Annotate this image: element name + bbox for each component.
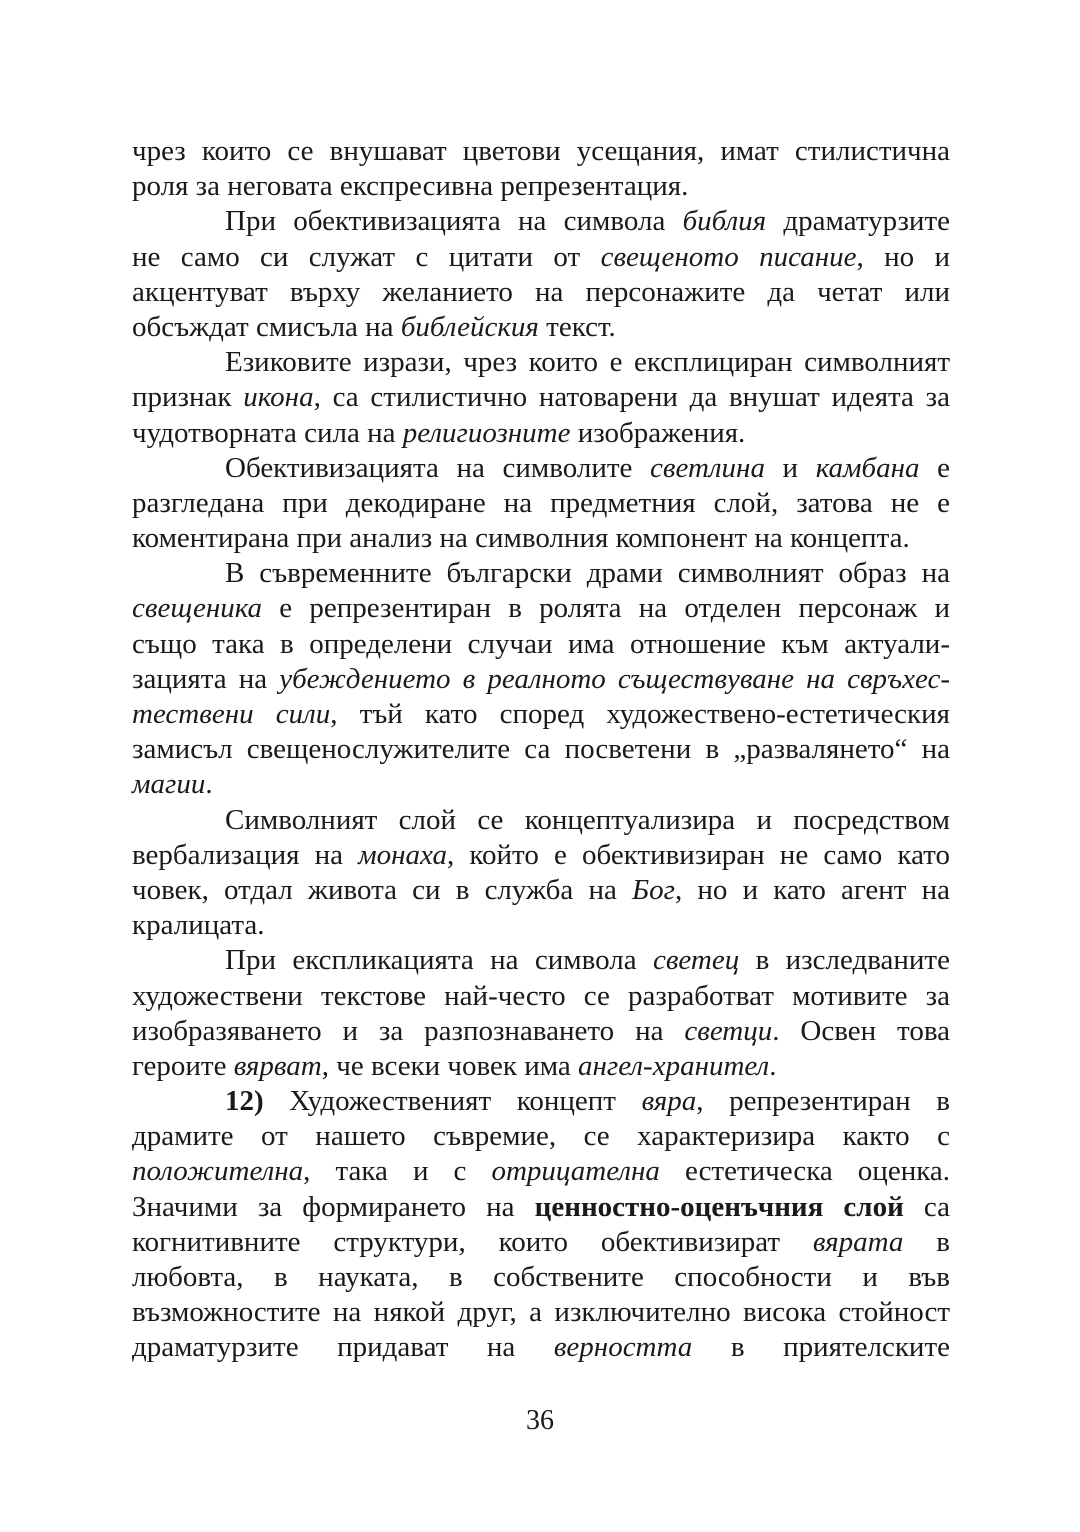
text-span: В съвременните български драми символният образ на <box>225 557 950 590</box>
text-span: Бог <box>632 873 675 906</box>
text-span: . Освен това <box>772 1014 951 1047</box>
text-span: , но и като агент на <box>674 873 950 906</box>
text-span: 12) <box>225 1085 264 1118</box>
text-line <box>132 627 950 662</box>
text-span: При обективизацията на символа <box>225 205 683 238</box>
text-span: . <box>769 1049 777 1082</box>
text-line <box>132 732 950 767</box>
text-line <box>132 380 950 415</box>
text-span: вяра <box>641 1085 697 1118</box>
text-span: тествени сили <box>132 698 331 730</box>
text-span: художествени текстове най-често се разработват мотивите за <box>132 979 950 1012</box>
text-line <box>132 1049 950 1084</box>
text-span: роля за неговата експресивна репрезентация. <box>132 170 689 203</box>
text-line <box>132 556 950 591</box>
text-span: възможностите на някой друг, а изключително висока стойност <box>132 1296 950 1329</box>
text-span: отрицателна <box>491 1155 660 1188</box>
text-line <box>132 1330 950 1365</box>
text-span: драмите от нашето съвремие, се характеризира както с <box>132 1120 950 1153</box>
text-line <box>132 416 950 451</box>
text-line <box>132 1260 950 1295</box>
text-line <box>132 943 950 978</box>
text-span: , че всеки човек има <box>321 1049 579 1082</box>
text-span: замисъл свещенослужителите са посветени в „развалянето“ на <box>132 733 950 766</box>
text-line <box>132 521 950 556</box>
text-span: любовта, в науката, в собствените способности и във <box>132 1261 950 1293</box>
text-line <box>132 240 950 275</box>
text-span: При експликацията на символа <box>225 944 653 977</box>
text-line <box>132 1154 950 1189</box>
text-line <box>132 908 950 943</box>
text-span: верността <box>553 1331 693 1364</box>
text-span: , са стилистично натоварени да внушат идеята за <box>313 381 950 414</box>
text-span: икона <box>243 381 314 414</box>
text-span: , така и с <box>303 1155 492 1188</box>
text-span: коментирана при анализ на символния компонент на концепта. <box>132 522 910 555</box>
text-line <box>132 134 950 169</box>
text-line <box>132 873 950 908</box>
text-line <box>132 1119 950 1154</box>
text-line <box>132 1225 950 1260</box>
text-span: изобразяването и за разпознаването на <box>132 1014 685 1047</box>
text-span: светци <box>684 1014 773 1047</box>
text-span: и <box>764 451 816 484</box>
text-span: магии <box>132 768 206 801</box>
text-line <box>132 169 950 204</box>
text-line <box>132 697 950 732</box>
text-span: героите <box>132 1049 234 1082</box>
text-line <box>132 1190 950 1225</box>
text-span: текст. <box>538 310 616 343</box>
text-span: Значими за формирането на <box>132 1190 535 1223</box>
text-span: монаха <box>358 838 448 871</box>
text-span: обсъждат смисъла на <box>132 310 401 343</box>
text-span: в изследваните <box>739 944 950 977</box>
text-span: драматурзите придават на <box>132 1331 554 1364</box>
text-span: положителна <box>132 1155 304 1188</box>
text-span: кралицата. <box>132 909 265 942</box>
text-span: , който е обективизиран не само като <box>447 838 950 871</box>
text-span: чудотворната сила на <box>132 416 403 449</box>
text-span: драматурзите <box>766 205 950 238</box>
text-span: разгледана при декодиране на предметния слой, затова не е <box>132 486 950 519</box>
text-span: свещеното писание <box>600 240 857 273</box>
text-line <box>132 803 950 838</box>
text-span: вербализация на <box>132 838 359 871</box>
text-span: човек, отдал живота си в служба на <box>132 873 633 906</box>
text-span: , но и <box>856 240 950 273</box>
text-span: изображения. <box>570 416 746 449</box>
text-line <box>132 838 950 873</box>
text-span: свещеника <box>132 592 263 625</box>
text-line <box>132 310 950 345</box>
text-span: е <box>919 451 950 484</box>
text-span: Езиковите изрази, чрез които е експлициран символният <box>225 346 950 379</box>
text-span: са <box>903 1190 950 1223</box>
text-span: камбана <box>815 451 920 484</box>
text-span: , репрезентиран в <box>696 1085 950 1118</box>
text-line <box>132 591 950 626</box>
text-span: вярват <box>233 1049 322 1082</box>
text-span: ангел-хранител <box>578 1049 770 1082</box>
text-line <box>132 979 950 1014</box>
text-span: . <box>205 768 213 801</box>
text-span: вярата <box>812 1225 904 1258</box>
text-line <box>132 204 950 239</box>
text-line <box>132 275 950 310</box>
text-span: библия <box>682 205 767 238</box>
text-span: в приятелските <box>692 1331 950 1364</box>
text-span: религиозните <box>402 416 571 449</box>
text-span: светлина <box>650 451 765 484</box>
text-span: също така в определени случаи има отношение към актуали- <box>132 627 950 660</box>
text-span: е репрезентиран в ролята на отделен персонаж и <box>262 592 950 625</box>
text-span: естетическа оценка. <box>659 1155 950 1188</box>
text-span: акцентуват върху желанието на персонажите да четат или <box>132 275 950 308</box>
text-line <box>132 486 950 521</box>
text-line <box>132 1014 950 1049</box>
text-line <box>132 451 950 486</box>
text-line <box>132 662 950 697</box>
text-line <box>132 345 950 380</box>
text-span: чрез които се внушават цветови усещания, имат стилистична <box>132 135 950 167</box>
text-span: Символният слой се концептуализира и посредством <box>225 803 950 836</box>
text-span: светец <box>652 944 740 977</box>
page-number: 36 <box>526 1405 554 1436</box>
text-span: в <box>903 1225 950 1258</box>
text-line <box>132 1295 950 1330</box>
page-body <box>132 134 950 1366</box>
text-span: зацията на <box>132 662 280 695</box>
text-span: когнитивните структури, които обективизират <box>132 1225 813 1258</box>
text-span: Обективизацията на символите <box>225 451 651 484</box>
text-span: Художественият концепт <box>263 1085 642 1118</box>
text-span: , тъй като според художествено-естетическия <box>330 698 950 730</box>
text-span: библейския <box>400 310 539 343</box>
text-span: убеждението в реалното съществуване на свръхес- <box>279 662 950 695</box>
text-line <box>132 1084 950 1119</box>
text-span: ценностно-оценъчния слой <box>534 1190 904 1223</box>
text-span: не само си служат с цитати от <box>132 240 601 273</box>
text-span: признак <box>132 381 244 414</box>
text-line <box>132 767 950 802</box>
